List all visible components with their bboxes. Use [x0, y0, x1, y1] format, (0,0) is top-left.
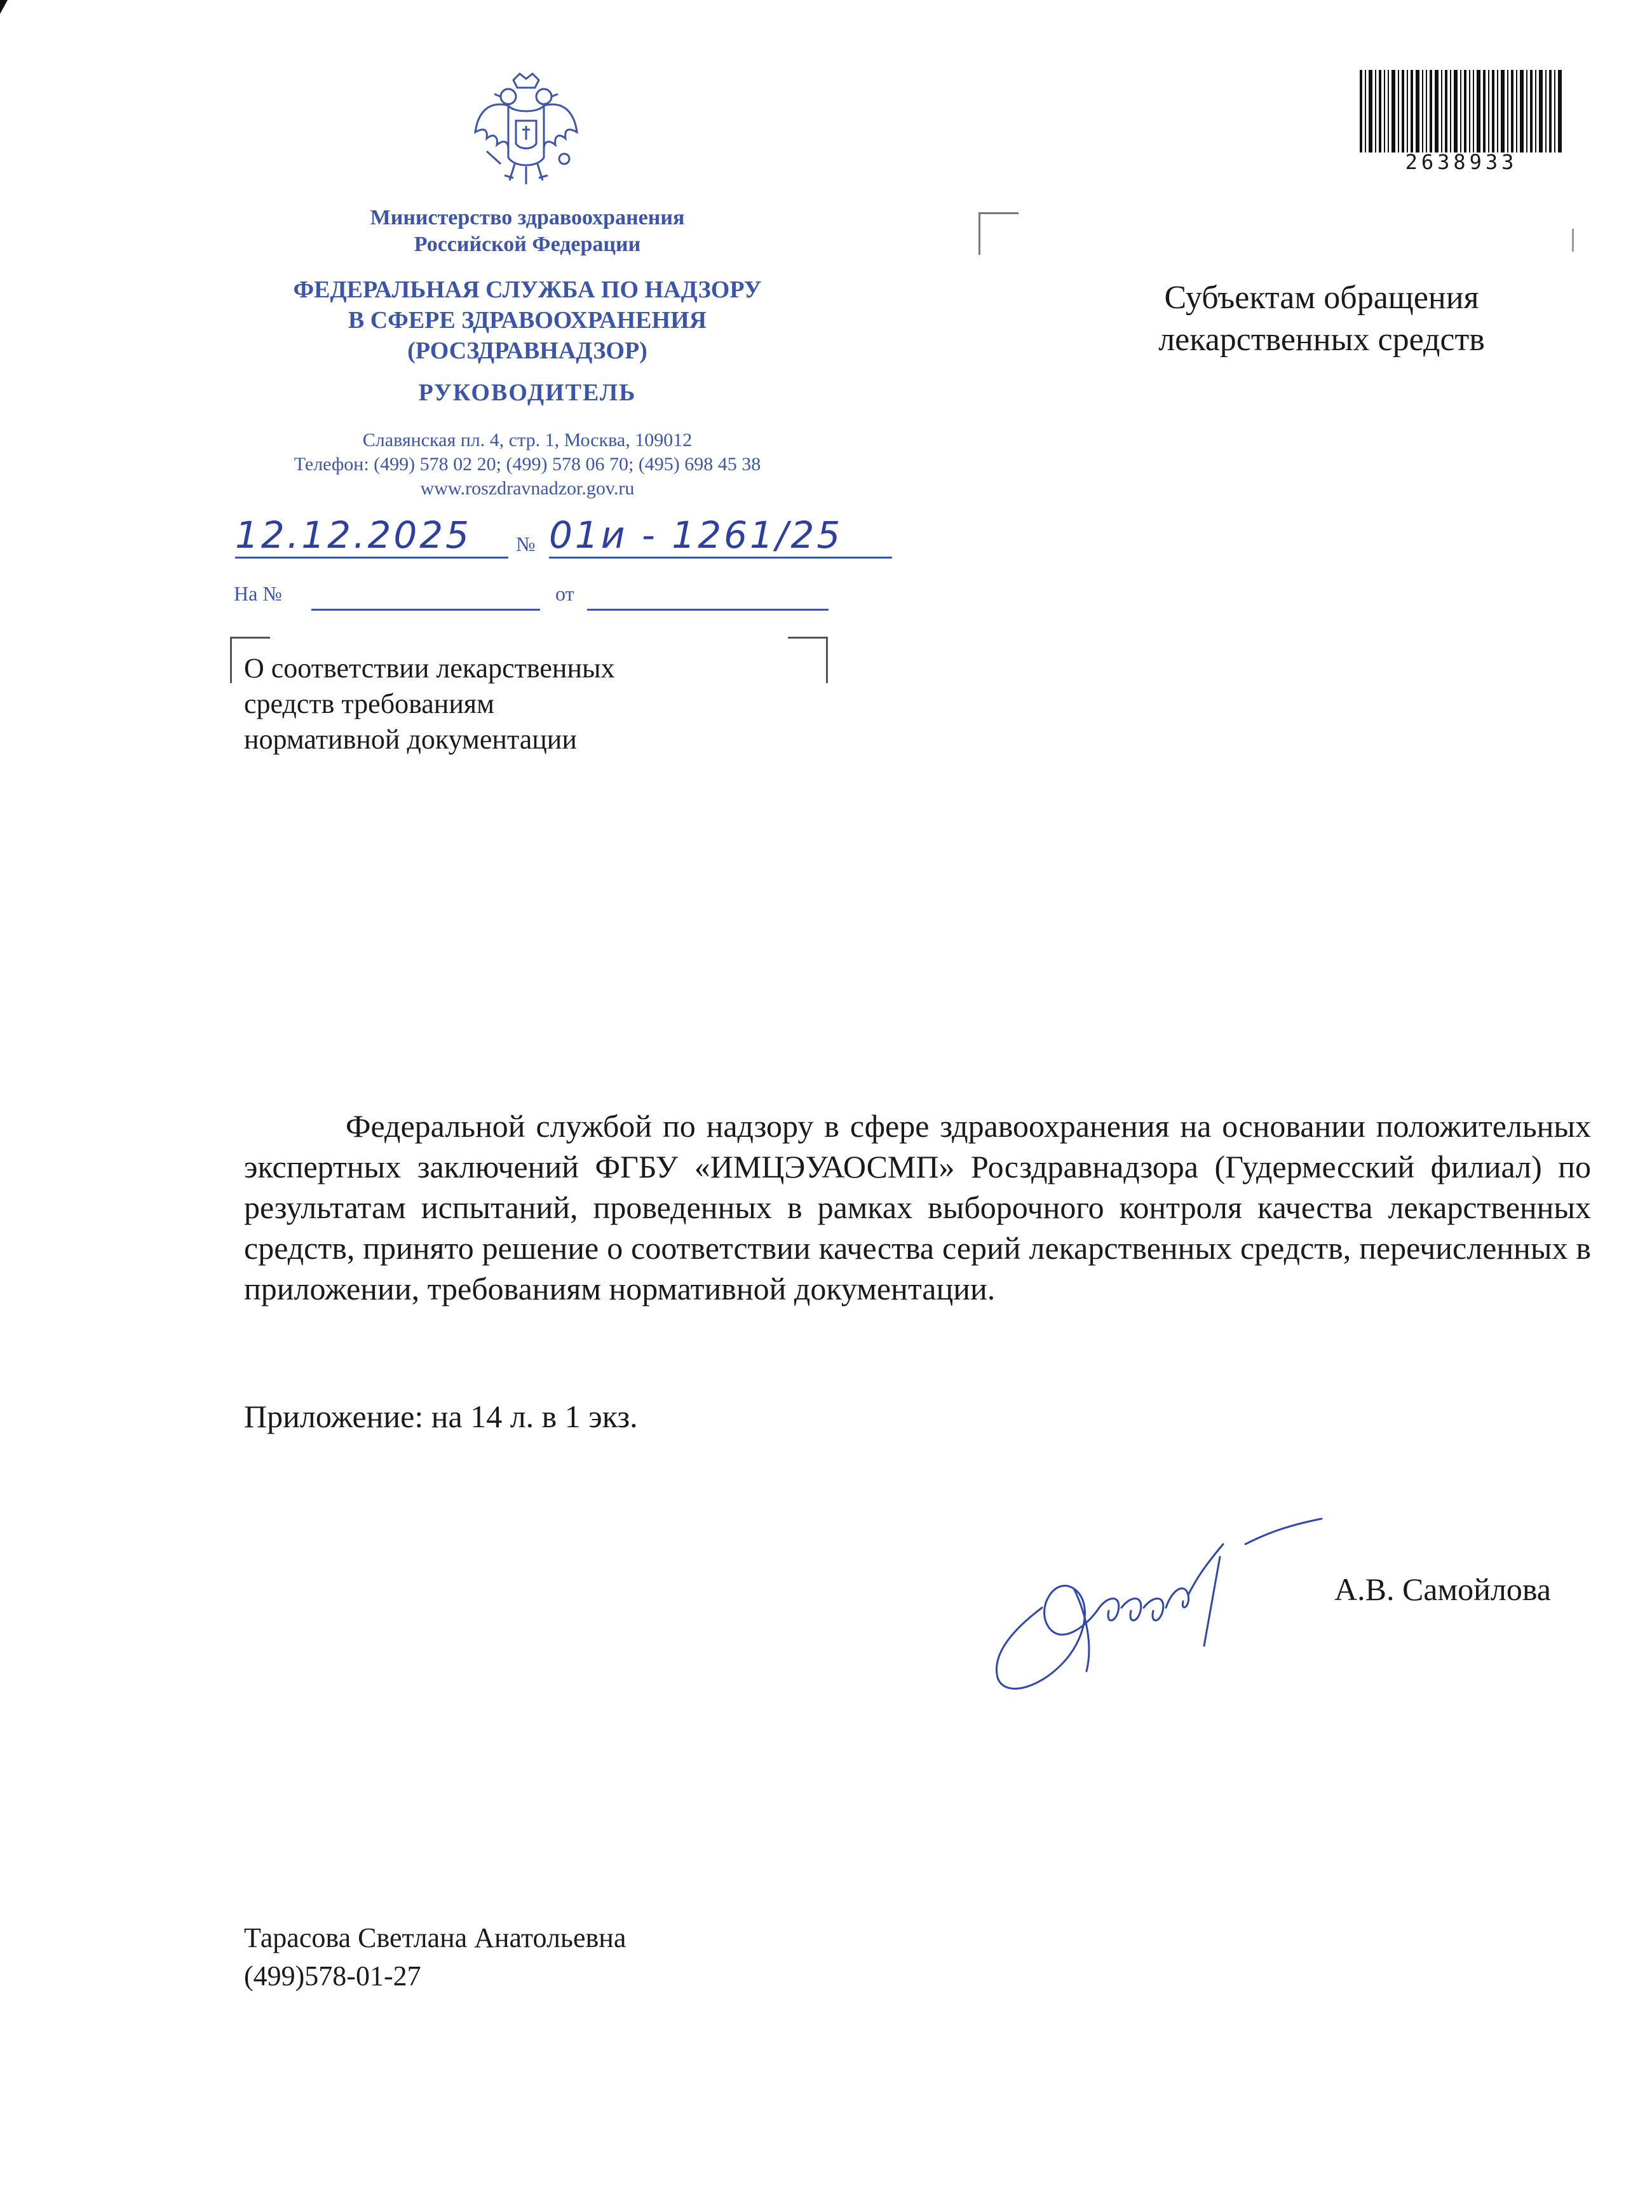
service-line-2: В СФЕРЕ ЗДРАВООХРАНЕНИЯ: [348, 307, 707, 334]
russian-coat-of-arms-icon: [469, 69, 583, 193]
signer-name: А.В. Самойлова: [1334, 1571, 1551, 1607]
addressee-tick: [1572, 229, 1574, 252]
subject-line-1: О соответствии лекарственных: [244, 653, 615, 684]
registration-number: 01и - 1261/25: [549, 513, 892, 559]
attachment-note: Приложение: на 14 л. в 1 экз.: [244, 1399, 638, 1434]
reference-date-line: [587, 609, 829, 611]
barcode: [1360, 70, 1563, 153]
reference-number-label: На №: [234, 582, 282, 605]
ministry-line-1: Министерство здравоохранения: [370, 206, 685, 229]
registration-date: 12.12.2025: [235, 513, 508, 559]
executor-name: Тарасова Светлана Анатольевна: [244, 1922, 626, 1953]
recipient-block: [1080, 277, 1563, 361]
subject-line-2: средств требованиям: [244, 688, 494, 719]
subject-line-3: нормативной документации: [244, 724, 577, 755]
website-line: www.roszdravnadzor.gov.ru: [420, 478, 635, 499]
handwritten-signature: [978, 1500, 1360, 1703]
ministry-line-2: Российской Федерации: [414, 233, 641, 256]
executor-phone: (499)578-01-27: [244, 1960, 421, 1991]
service-line-1: ФЕДЕРАЛЬНАЯ СЛУЖБА ПО НАДЗОРУ: [293, 276, 762, 303]
recipient-line-2: лекарственных средств: [1158, 322, 1485, 358]
registration-number-label: №: [516, 533, 536, 555]
subject-block: [244, 651, 816, 757]
letterhead-address: [216, 428, 839, 501]
address-line: Славянская пл. 4, стр. 1, Москва, 109012: [362, 430, 693, 451]
reference-date-label: от: [555, 582, 574, 605]
reference-number-line: [311, 609, 540, 611]
service-line-3: (РОСЗДРАВНАДЗОР): [407, 337, 647, 364]
barcode-number: 2638933: [1405, 150, 1518, 174]
body-paragraph: Федеральной службой по надзору в сфере здравоохранения на основании положительных экспертных заключений ФГБУ «ИМЦЭУАОСМП» Росздравнадзора (Гудермесский филиал) по результатам испытаний, проведенных в рамках выборочного контроля качества лекарственных средств, принято решение о соответствии качества серий лекарственных средств, перечисленных в приложении, требованиям нормативной документации.: [244, 1108, 1591, 1306]
ministry-name: [254, 205, 801, 258]
service-name: [216, 275, 839, 366]
addressee-bracket: [978, 212, 1019, 255]
phone-line: Телефон: (499) 578 02 20; (499) 578 06 70; (495) 698 45 38: [294, 454, 761, 475]
scan-corner-mark: [0, 0, 8, 14]
head-title: РУКОВОДИТЕЛЬ: [418, 379, 637, 406]
recipient-line-1: Субъектам обращения: [1164, 280, 1479, 316]
